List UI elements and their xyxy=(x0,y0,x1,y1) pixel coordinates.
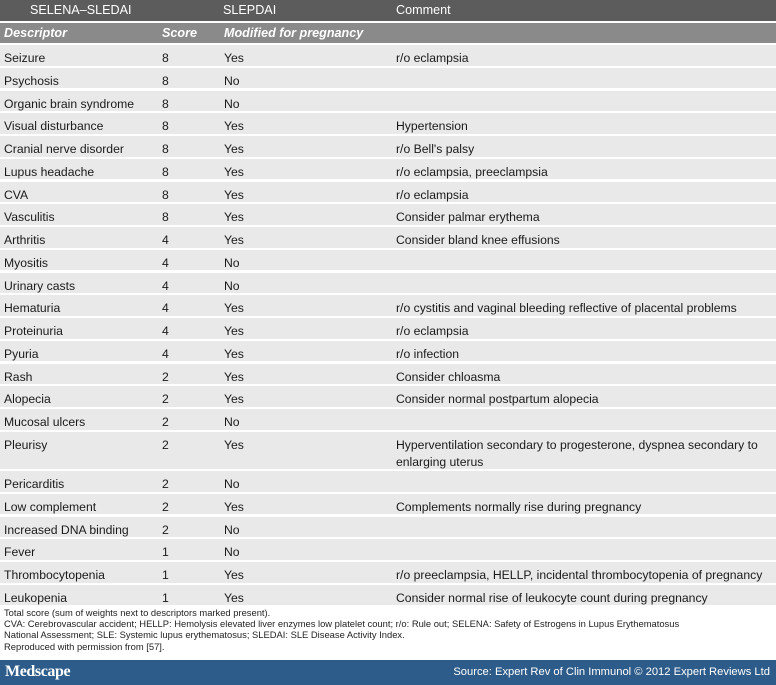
cell-comment: Hyperventilation secondary to progesterone, dyspnea secondary to enlarging uterus xyxy=(396,437,758,469)
cell-score: 1 xyxy=(162,545,169,560)
table-row xyxy=(0,273,776,294)
cell-modified: Yes xyxy=(224,369,244,384)
cell-comment: Consider chloasma xyxy=(396,369,501,384)
cell-descriptor: Seizure xyxy=(4,51,46,65)
cell-score: 8 xyxy=(162,164,169,179)
table-row xyxy=(0,45,776,66)
medscape-logo: Medscape xyxy=(5,663,71,680)
cell-score: 8 xyxy=(162,96,169,111)
cell-comment: Hypertension xyxy=(396,119,468,134)
cell-modified: Yes xyxy=(224,187,244,202)
cell-modified: No xyxy=(224,278,240,293)
cell-modified: No xyxy=(224,477,240,491)
cell-descriptor: Mucosal ulcers xyxy=(4,415,86,429)
cell-descriptor: Arthritis xyxy=(4,233,46,247)
cell-descriptor: Pyuria xyxy=(4,346,39,361)
subheader-descriptor: Descriptor xyxy=(4,26,67,40)
cell-score: 2 xyxy=(162,415,169,429)
cell-descriptor: Hematuria xyxy=(4,301,61,316)
table-row xyxy=(0,91,776,112)
cell-comment: r/o eclampsia xyxy=(396,51,469,65)
cell-descriptor: Visual disturbance xyxy=(4,119,104,134)
cell-modified: No xyxy=(224,415,240,429)
subheader-score: Score xyxy=(162,26,198,40)
cell-descriptor: Psychosis xyxy=(4,73,59,88)
cell-comment: r/o eclampsia, preeclampsia xyxy=(396,164,548,179)
cell-score: 2 xyxy=(162,522,169,537)
cell-comment: r/o Bell's palsy xyxy=(396,142,475,156)
cell-score: 1 xyxy=(162,590,169,605)
cell-modified: Yes xyxy=(224,233,244,247)
cell-modified: Yes xyxy=(224,51,244,65)
cell-score: 8 xyxy=(162,187,169,202)
cell-score: 2 xyxy=(162,392,169,407)
footnote-abbreviations: CVA: Cerebrovascular accident; HELLP: Hemolysis elevated liver enzymes low platelet count; r/o: Rule out; SELENA: Safety of Estrogens in Lupus Erythematosus xyxy=(4,618,680,630)
table-row xyxy=(0,113,776,134)
table-row xyxy=(0,182,776,203)
cell-modified: No xyxy=(224,545,240,560)
cell-comment: r/o eclampsia xyxy=(396,324,469,338)
cell-descriptor: Pericarditis xyxy=(4,477,65,491)
cell-comment: Consider palmar erythema xyxy=(396,210,540,225)
cell-descriptor: Rash xyxy=(4,369,33,384)
source-credit: Source: Expert Rev of Clin Immunol © 2012 Expert Reviews Ltd xyxy=(453,666,770,678)
cell-modified: Yes xyxy=(224,346,244,361)
footnote-reproduced: Reproduced with permission from [57]. xyxy=(4,640,165,652)
cell-score: 8 xyxy=(162,119,169,134)
table-row xyxy=(0,295,776,316)
cell-score: 4 xyxy=(162,278,169,293)
cell-descriptor: Thrombocytopenia xyxy=(4,568,105,582)
table-row xyxy=(0,159,776,180)
cell-score: 2 xyxy=(162,437,169,452)
cell-descriptor: Vasculitis xyxy=(4,210,55,225)
table-row xyxy=(0,562,776,583)
cell-descriptor: Proteinuria xyxy=(4,324,63,338)
table-row xyxy=(0,364,776,385)
table-header xyxy=(0,0,776,21)
subheader-modified: Modified for pregnancy xyxy=(224,26,364,40)
cell-descriptor: Organic brain syndrome xyxy=(4,96,135,111)
cell-descriptor: Urinary casts xyxy=(4,278,76,293)
cell-descriptor: Lupus headache xyxy=(4,164,95,179)
table-row xyxy=(0,539,776,560)
table-subheader xyxy=(0,23,776,43)
cell-modified: Yes xyxy=(224,437,244,452)
table-row xyxy=(0,409,776,430)
cell-score: 4 xyxy=(162,346,169,361)
table-row xyxy=(0,585,776,606)
table-row xyxy=(0,204,776,225)
cell-descriptor: Pleurisy xyxy=(4,437,48,452)
footnote-total: Total score (sum of weights next to descriptors marked present). xyxy=(4,607,271,618)
table-row xyxy=(0,341,776,362)
table-row xyxy=(0,517,776,538)
cell-descriptor: Myositis xyxy=(4,255,49,270)
cell-comment: r/o preeclampsia, HELLP, incidental thrombocytopenia of pregnancy xyxy=(396,568,763,582)
cell-score: 8 xyxy=(162,210,169,225)
cell-score: 8 xyxy=(162,142,169,156)
table-row xyxy=(0,318,776,339)
cell-modified: Yes xyxy=(224,164,244,179)
cell-comment: Consider normal rise of leukocyte count during pregnancy xyxy=(396,590,708,605)
cell-comment: r/o cystitis and vaginal bleeding reflective of placental problems xyxy=(396,301,737,316)
header-slepdai: SLEPDAI xyxy=(223,3,277,17)
cell-modified: Yes xyxy=(224,590,244,605)
table-row xyxy=(0,250,776,271)
cell-modified: No xyxy=(224,255,240,270)
cell-descriptor: Increased DNA binding xyxy=(4,522,129,537)
cell-comment: r/o eclampsia xyxy=(396,187,469,202)
cell-descriptor: Alopecia xyxy=(4,392,51,407)
table-row xyxy=(0,136,776,157)
cell-modified: Yes xyxy=(224,142,244,156)
cell-comment: Consider bland knee effusions xyxy=(396,233,560,247)
table-row xyxy=(0,471,776,492)
cell-modified: Yes xyxy=(224,324,244,338)
table-row xyxy=(0,432,776,469)
table-row xyxy=(0,227,776,248)
footnote-abbreviations-cont: National Assessment; SLE: Systemic lupus erythematosus; SLEDAI: SLE Disease Activity Index. xyxy=(4,629,405,641)
cell-score: 1 xyxy=(162,568,169,582)
cell-comment: Complements normally rise during pregnancy xyxy=(396,499,642,514)
cell-score: 4 xyxy=(162,233,169,247)
cell-descriptor: Cranial nerve disorder xyxy=(4,142,124,156)
table-row xyxy=(0,68,776,89)
footer-bar xyxy=(0,660,776,685)
cell-modified: Yes xyxy=(224,392,244,407)
cell-modified: No xyxy=(224,73,240,88)
cell-modified: No xyxy=(224,96,240,111)
cell-score: 4 xyxy=(162,324,169,338)
cell-score: 8 xyxy=(162,51,169,65)
cell-comment: Consider normal postpartum alopecia xyxy=(396,392,599,407)
cell-score: 4 xyxy=(162,301,169,316)
cell-score: 2 xyxy=(162,369,169,384)
cell-comment: r/o infection xyxy=(396,346,460,361)
cell-modified: No xyxy=(224,522,240,537)
cell-score: 2 xyxy=(162,499,169,514)
header-comment: Comment xyxy=(396,3,451,17)
cell-score: 2 xyxy=(162,477,169,491)
cell-modified: Yes xyxy=(224,210,244,225)
cell-modified: Yes xyxy=(224,568,244,582)
cell-descriptor: Leukopenia xyxy=(4,590,68,605)
cell-descriptor: Fever xyxy=(4,545,36,560)
table-row xyxy=(0,494,776,515)
cell-descriptor: CVA xyxy=(4,187,29,202)
cell-modified: Yes xyxy=(224,119,244,134)
header-selena-sledai: SELENA–SLEDAI xyxy=(30,3,132,17)
table-row xyxy=(0,386,776,407)
cell-descriptor: Low complement xyxy=(4,499,97,514)
table-footnotes xyxy=(4,607,772,652)
cell-modified: Yes xyxy=(224,499,244,514)
cell-score: 4 xyxy=(162,255,169,270)
cell-modified: Yes xyxy=(224,301,244,316)
cell-score: 8 xyxy=(162,73,169,88)
